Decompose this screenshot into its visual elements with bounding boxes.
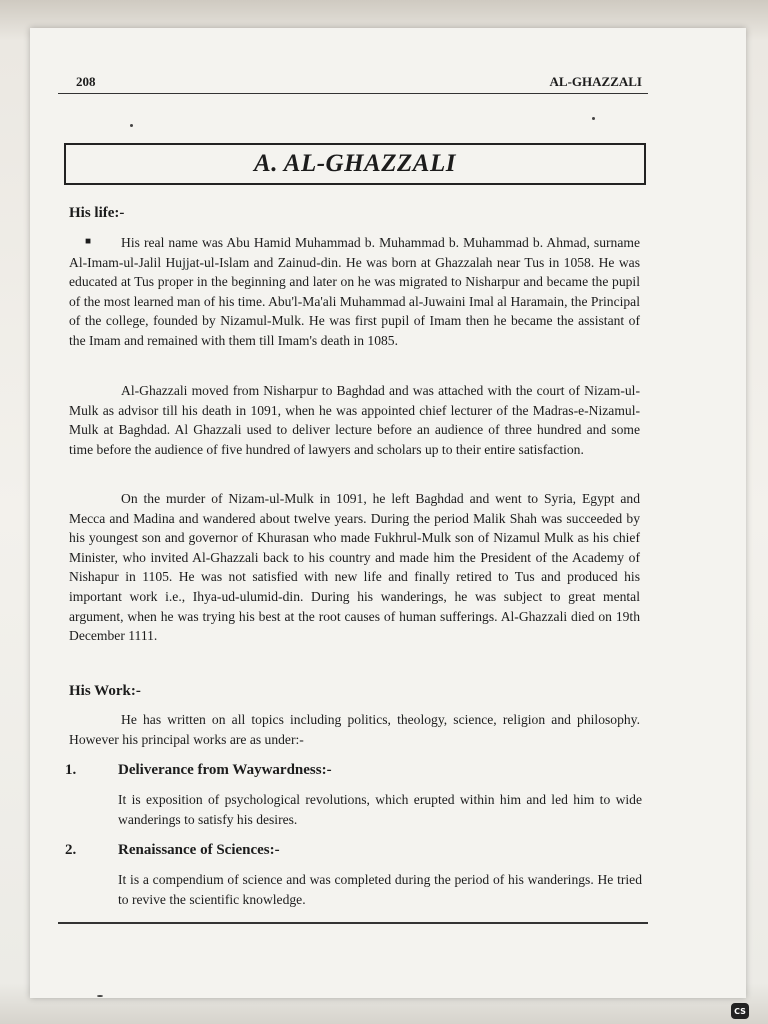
footer-rule — [58, 922, 648, 924]
work-item-text-2: It is a compendium of science and was completed during the period of his wanderings. He tried to revive the scientific knowledge. — [118, 872, 642, 907]
page-header — [76, 74, 642, 90]
scan-speck — [97, 995, 103, 997]
chapter-title: A. AL-GHAZZALI — [254, 150, 456, 177]
header-rule — [58, 93, 648, 94]
scan-speck — [592, 117, 595, 120]
bullet-mark: ■ — [85, 236, 92, 247]
scanner-app-badge: CS — [731, 1003, 749, 1019]
page-number: 208 — [76, 74, 96, 89]
life-paragraph-1: His real name was Abu Hamid Muhammad b. Muhammad b. Muhammad b. Ahmad, surname Al-Imam-ul-Jalil Hujjat-ul-Islam and Zainud-din. He was born at Ghazzalah near Tus in 1058. He was educated at Tus proper in the beginning and later on he was migrated to Nisharpur and became the pupil of the most learned man of his time. Abu'l-Ma'ali Muhammad al-Juwaini Imal al Haramain, the Principal of the college, founded by Nizamul-Mulk. He was first pupil of Imam then he became the assistant of the Imam and remained with them till Imam's death in 1085. — [69, 235, 640, 348]
life-paragraph-2: Al-Ghazzali moved from Nisharpur to Baghdad and was attached with the court of Nizam-ul-Mulk as advisor till his death in 1091, when he was appointed chief lecturer of the Madras-e-Nizamul-Mulk at Baghdad. Al Ghazzali used to deliver lecture before an audience of three hundred and some time before the audience of five hundred of lawyers and scholars up to their entire satisfaction. — [69, 383, 640, 457]
work-item-text-1: It is exposition of psychological revolutions, which erupted within him and led him to wide wanderings to satisfy his desires. — [118, 792, 642, 827]
work-heading: His Work:- — [69, 683, 141, 699]
work-item-title-2: Renaissance of Sciences:- — [118, 842, 280, 858]
work-item-number-1: 1. — [65, 762, 77, 778]
running-title: AL-GHAZZALI — [549, 74, 642, 89]
life-heading: His life:- — [69, 205, 125, 221]
chapter-title-box — [64, 143, 646, 185]
work-item-number-2: 2. — [65, 842, 77, 858]
scan-speck — [130, 124, 133, 127]
work-intro: He has written on all topics including politics, theology, science, religion and philosophy. However his principal works are as under:- — [69, 712, 640, 747]
work-item-title-1: Deliverance from Waywardness:- — [118, 762, 332, 778]
life-paragraph-3: On the murder of Nizam-ul-Mulk in 1091, he left Baghdad and went to Syria, Egypt and Mecca and Madina and wandered about twelve years. During the period Malik Shah was succeeded by his youngest son and governor of Khurasan who made Fukhrul-Mulk son of Nizamul Mulk as his chief Minister, who invited Al-Ghazzali back to his country and made him the President of the Academy of Nishapur in 1105. He was not satisfied with new life and finally retired to Tus and produced his important work i.e., Ihya-ud-ulumid-din. During his wanderings, he was subject to great mental argument, when he was trying his best at the root causes of human sufferings. Al-Ghazzali died on 19th December 1111. — [69, 491, 640, 644]
